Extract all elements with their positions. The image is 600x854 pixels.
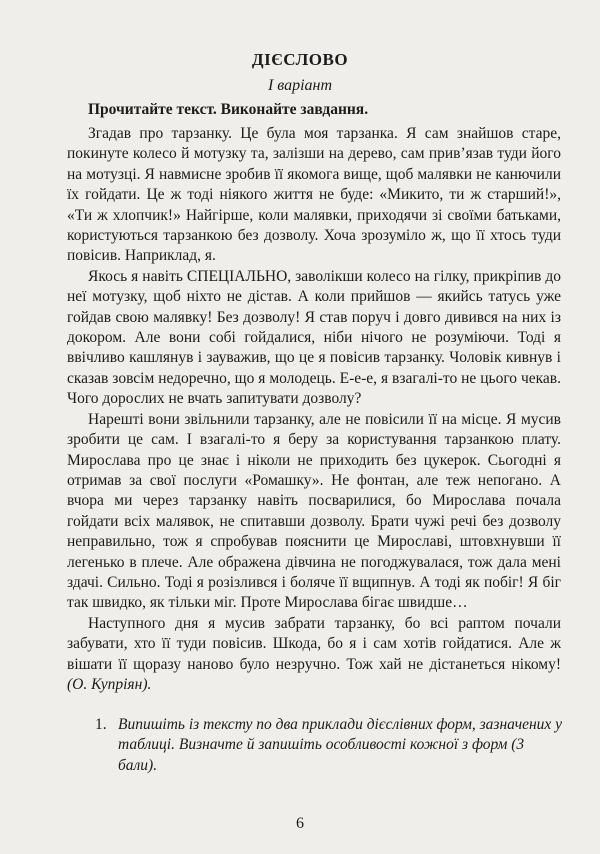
assignment-number: 1. <box>95 716 107 733</box>
paragraph-1: Згадав про тарзанку. Це була моя тарзанка. Я сам знайшов старе, покинуте колесо й мотузку та, залізши на дерево, сам прив’язав туди його на мотузці. Я навмисне зробив її якомога вище, щоб малявки не канючили їх гойдати. Це ж тоді ніякого життя не буде: «Микито, ти ж старший!», «Ти ж хлопчик!» Найгірше, коли малявки, приходячи зі своїми батьками, користуються тарзанкою без дозволу. Хоча зрозуміло ж, що її хтось туди повісив. Наприклад, я. <box>67 125 561 265</box>
task-instruction: Прочитайте текст. Виконайте завдання. <box>88 101 369 118</box>
paragraph-4 <box>67 614 561 696</box>
author-citation: (О. Купріян). <box>67 675 152 693</box>
assignment-1 <box>95 715 564 776</box>
variant-label: І варіант <box>267 77 333 94</box>
paragraph-2: Якось я навіть СПЕЦІАЛЬНО, заволікши колесо на гілку, прикріпив до неї мотузку, щоб ніхто не дістав. А коли прийшов — якийсь татусь уже гойдав свою малявку! Без дозволу! Я став поруч і довго дивився на них із докором. Але вони собі гойдалися, ніби нічого не розуміючи. Тоді я ввічливо кашлянув і зауважив, що це я повісив тарзанку. Чоловік кивнув і сказав зовсім недоречно, що я молодець. Е-е-е, я взагалі-то не цього чекав. Чого дорослих не вчать запитувати дозволу? <box>67 267 561 408</box>
page-number: 6 <box>296 815 304 832</box>
story-text <box>67 124 561 695</box>
paragraph-3: Нарешті вони звільнили тарзанку, але не повісили її на місце. Я мусив зробити це сам. І взагалі-то я беру за користування тарзанкою плату. Мирослава про це знає і ніколи не приходить без цукерок. Сьогодні я отримав за свої послуги «Ромашку». Не фонтан, але теж непогано. А вчора ми через тарзанку навіть посварилися, бо Мирослава почала гойдати всіх малявок, не спитавши дозволу. Брати чужі речі без дозволу неправильно, тож я спробував пояснити це Мирославі, штовхнувши її легенько в плече. Але ображена дівчина не погоджувалася, тож дала мені здачі. Сильно. Тоді я розізлився і боляче її вщипнув. А тоді як побіг! Я біг так швидко, як тільки міг. Проте Мирослава бігає швидше… <box>67 410 561 612</box>
paragraph-4-text: Наступного дня я мусив забрати тарзанку, бо всі раптом почали забувати, хто її туди повісив. Шкода, бо я і сам хотів гойдатися. Але ж вішати її щоразу наново було незручно. Тож хай не дістанеться нікому! <box>67 614 561 673</box>
assignment-text: Випишіть із тексту по два приклади дієслівних форм, зазначених у таблиці. Визначте й запишіть особливості кожної з форм (3 бали). <box>118 716 563 774</box>
page-title: ДІЄСЛОВО <box>251 50 349 69</box>
